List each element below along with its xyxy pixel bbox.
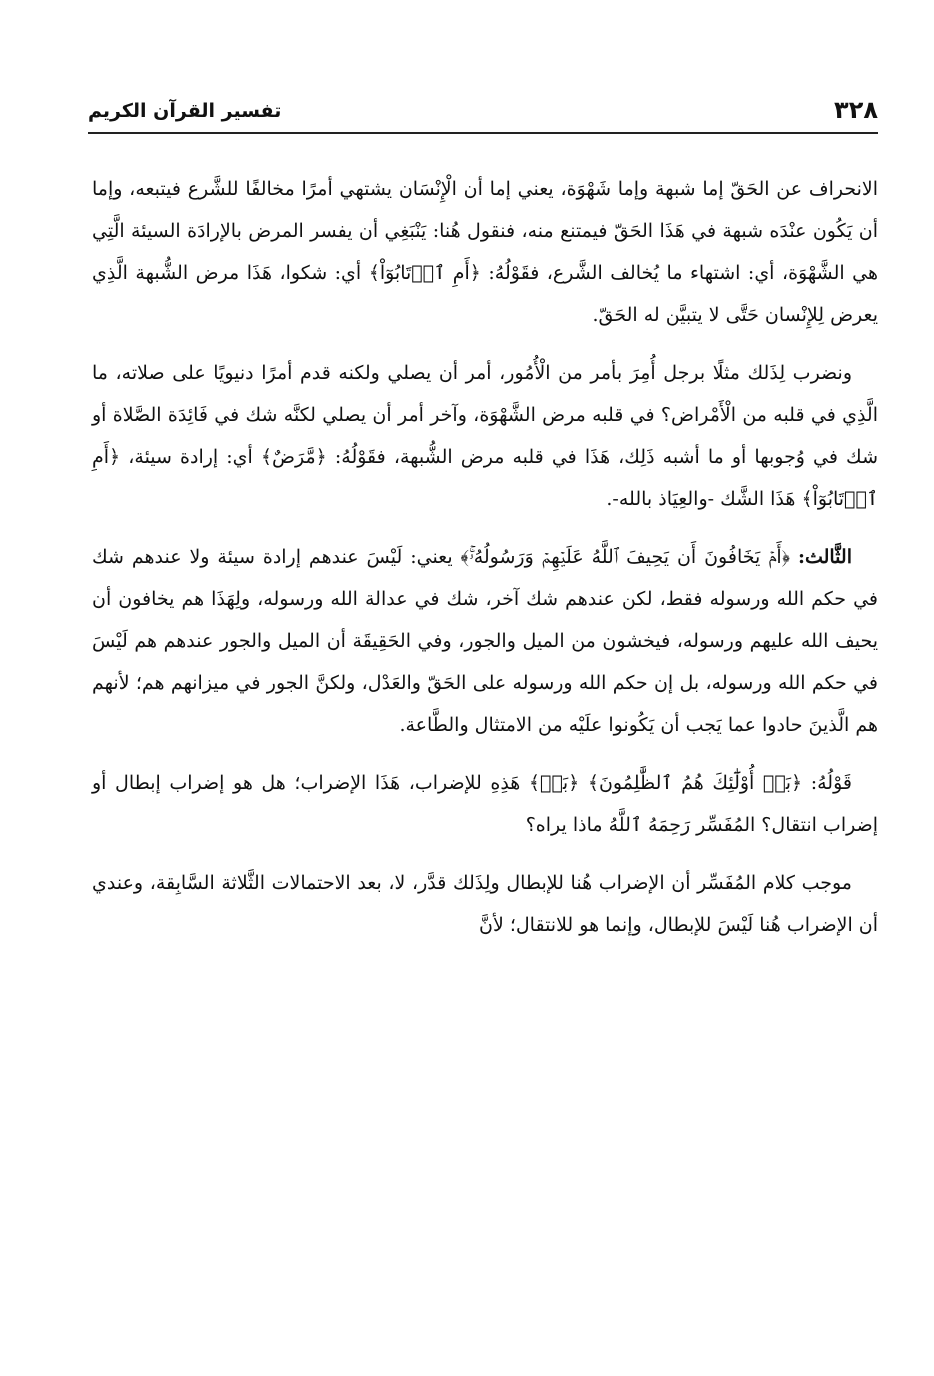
running-title: تفسير القرآن الكريم (88, 100, 282, 122)
page-number: ٣٢٨ (834, 96, 878, 124)
paragraph-3-text: ﴿أَمۡ يَخَافُونَ أَن يَحِيفَ ٱللَّهُ عَلَيۡهِمۡ وَرَسُولُهُۥۚ﴾ يعني: لَيْسَ عندهم إرادة سيئة ولا عندهم شك في حكم الله ورسوله فقط، لكن عندهم شك آخر، شك في عدالة الله ورسوله، ولِهَذَا هم يخافون أن يحيف الله عليهم ورسوله، فيخشون من الميل والجور، وفي الحَقِيقَة أن الميل والجور عندهم هم لَيْسَ في حكم الله ورسوله، بل إن حكم الله ورسوله على الحَقّ والعَدْل، ولكنَّ الجور في ميزانهم هم؛ لأنهم هم الَّذينَ حادوا عما يَجب أن يَكُونوا علَيْه من الامتثال والطَّاعة. (92, 546, 878, 736)
paragraph-3-lead: الثَّالث: (797, 546, 852, 568)
header-divider (88, 132, 878, 134)
paragraph-1: الانحراف عن الحَقّ إما شبهة وإما شَهْوَة، يعني إما أن الْإِنْسَان يشتهي أمرًا مخالفًا للشَّرع فيتبعه، وإما أن يَكُون عنْدَه شبهة في هَذَا الحَقّ فيمتنع منه، فنقول هُنا: يَنْبَغِي أن يفسر المرض بالإرادَة السيئة الَّتِي هي الشَّهْوَة، أي: اشتهاء ما يُخالف الشَّرع، فقَوْلُهُ: ﴿أَمِ ٱرۡتَابُوٓاْ﴾ أي: شكوا، هَذَا مرض الشُّبهة الَّذِي يعرض لِلإِنْسان حَتَّى لا يتبيَّن له الحَقّ. (92, 178, 878, 326)
paragraph-5: موجب كلام المُفَسِّر أن الإضراب هُنا للإبطال ولِذَلك قدَّر، لا، بعد الاحتمالات الثَّلاثة السَّابِقة، وعندي أن الإضراب هُنا لَيْسَ للإبطال، وإنما هو للانتقال؛ لأنَّ (92, 872, 878, 936)
paragraph-2: ونضرب لِذَلك مثلًا برجل أُمِرَ بأمر من الْأُمُور، أمر أن يصلي ولكنه قدم أمرًا دنيويًا على صلاته، ما الَّذِي في قلبه من الْأَمْراض؟ في قلبه مرض الشَّهْوَة، وآخر أمر أن يصلي لكنَّه شك في فَائِدَة الصَّلاة أو شك في وُجوبها أو ما أشبه ذَلِك، هَذَا في قلبه مرض الشُّبهة، فقَوْلُهُ: ﴿مَّرَضٌ﴾ أي: إرادة سيئة، ﴿أَمِ ٱرۡتَابُوٓاْ﴾ هَذَا الشَّك -والعِيَاذ بالله-. (92, 362, 878, 510)
paragraph-4: قَوْلُهُ: ﴿بَلۡ أُوْلَٰٓئِكَ هُمُ ٱلظَّٰلِمُونَ﴾ ﴿بَلۡ﴾ هَذِهِ للإضراب، هَذَا الإضراب؛ هل هو إضراب إبطال أو إضراب انتقال؟ المُفَسِّر رَحِمَهُ ٱللَّهُ ماذا يراه؟ (92, 772, 878, 836)
page-header (88, 94, 878, 134)
body-text (92, 168, 878, 962)
paragraph-3 (92, 536, 878, 746)
